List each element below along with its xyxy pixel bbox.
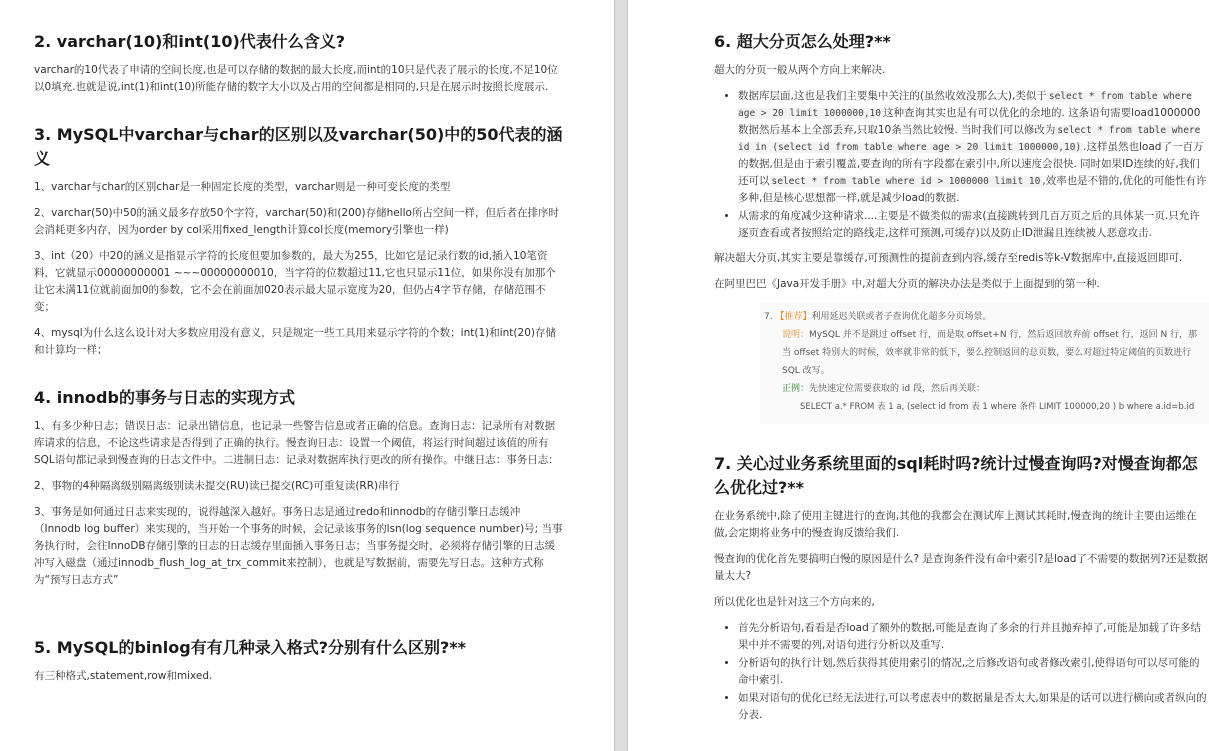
section-3-paragraph-3: 3、int（20）中20的涵义是指显示字符的长度但要加参数的，最大为255，比如它是记录行数的id,插入10笔资料，它就显示00000000001 ~~~00000000010，当字符的位数超过11,它也只显示11位，如果你没有加那个让它未满11位就前面加0的参数，它不会在前面加020表示最大显示宽度为20，但仍占4字节存储，存储范围不变； bbox=[34, 250, 556, 313]
section-3-heading: 3. MySQL中varchar与char的区别以及varchar(50)中的50代表的涵义 bbox=[34, 125, 563, 168]
section-2-paragraph: varchar的10代表了申请的空间长度,也是可以存储的数据的最大长度,而int的10只是代表了展示的长度,不足10位以0填充.也就是说,int(1)和int(10)所能存储的数字大小以及占用的空间都是相同的,只是在展示时按照长度展示. bbox=[34, 64, 558, 93]
recommend-tag: 【推荐】 bbox=[775, 312, 812, 322]
document-page-right bbox=[628, 0, 1209, 751]
section-6-intro: 超大的分页一般从两个方向上来解决. bbox=[714, 64, 886, 76]
section-4-heading: 4. innodb的事务与日志的实现方式 bbox=[34, 388, 295, 407]
section-7-heading: 7. 关心过业务系统里面的sql耗时吗?统计过慢查询吗?对慢查询都怎么优化过?** bbox=[714, 454, 1198, 497]
list-item: • 首先分析语句,看看是否load了额外的数据,可能是查询了多余的行并且抛弃掉了,可能是加载了许多结果中并不需要的列,对语句进行分析以及重写. bbox=[738, 620, 1209, 654]
inline-code: select * from table where id in (select id from table where age > 20 limit 1000000,10) bbox=[738, 125, 1201, 153]
section-6-paragraph-2: 解决超大分页,其实主要是靠缓存,可预测性的提前查到内容,缓存至redis等k-V数据库中,直接返回即可. bbox=[714, 252, 1183, 264]
list-item: • 分析语句的执行计划,然后获得其使用索引的情况,之后修改语句或者修改索引,使得语句可以尽可能的命中索引. bbox=[738, 655, 1209, 689]
list-item: • 如果对语句的优化已经无法进行,可以考虑表中的数据量是否太大,如果是的话可以进行横向或者纵向的分表. bbox=[738, 690, 1209, 724]
inline-code: select * from table where age > 20 limit 1000000,10 bbox=[738, 91, 1192, 119]
section-7-paragraph-2: 慢查询的优化首先要搞明白慢的原因是什么? 是查询条件没有命中索引?是load了不需要的数据列?还是数据量太大? bbox=[714, 553, 1208, 582]
section-6-heading: 6. 超大分页怎么处理?** bbox=[714, 32, 891, 51]
section-3-paragraph-1: 1、varchar与char的区别char是一种固定长度的类型，varchar则是一种可变长度的类型 bbox=[34, 181, 451, 193]
section-6-paragraph-3: 在阿里巴巴《Java开发手册》中,对超大分页的解决办法是类似于上面提到的第一种. bbox=[714, 278, 1100, 290]
inline-code: select * from table where id > 1000000 limit 10 bbox=[771, 176, 1041, 187]
section-7-paragraph-3: 所以优化也是针对这三个方向来的, bbox=[714, 596, 875, 608]
example-sql: SELECT a.* FROM 表 1 a, (select id from 表 1 where 条件 LIMIT 100000,20 ) b where a.id=b.id bbox=[800, 402, 1195, 412]
section-4-paragraph-3: 3、事务是如何通过日志来实现的，说得越深入越好。事务日志是通过redo和innodb的存储引擎日志缓冲（Innodb log buffer）来实现的，当开始一个事务的时候，会记录该事务的lsn(log sequence number)号; 当事务执行时，会往InnoDB存储引擎的日志的日志缓存里面插入事务日志；当事务提交时，必须将存储引擎的日志缓冲写入磁盘（通过innodb_flush_log_at_trx_commit来控制），也就是写数据前，需要先写日志。这种方式称为“预写日志方式” bbox=[34, 506, 563, 586]
section-7-list bbox=[738, 620, 1209, 724]
section-6-list bbox=[738, 88, 1209, 242]
section-2-heading: 2. varchar(10)和int(10)代表什么含义? bbox=[34, 32, 346, 51]
list-item: • 数据库层面,这也是我们主要集中关注的(虽然收效没那么大),类似于 select * from table where age > 20 limit 1000000,10 这种查询其实也是有可以优化的余地的. 这条语句需要load1000000数据然后基本上全部丢弃,只取10条当然比较慢. 当时我们可以修改为 select * from table where id in (select id from table where age > 20 limit 1000000,10) .这样虽然也load了一百万的数据,但是由于索引覆盖,要查询的所有字段都在索引中,所以速度会很快. 同时如果ID连续的好,我们还可以 select * from table where id > 1000000 limit 10 ,效率也是不错的,优化的可能性有许多种,但是核心思想都一样,就是减少load的数据. bbox=[738, 88, 1209, 207]
section-4-paragraph-1: 1、有多少种日志；错误日志：记录出错信息，也记录一些警告信息或者正确的信息。查询日志：记录所有对数据库请求的信息，不论这些请求是否得到了正确的执行。慢查询日志：设置一个阈值，将运行时间超过该值的所有SQL语句都记录到慢查询的日志文件中。二进制日志：记录对数据库执行更改的所有操作。中继日志：事务日志： bbox=[34, 420, 559, 466]
section-5-paragraph: 有三种格式,statement,row和mixed. bbox=[34, 670, 213, 682]
section-3-paragraph-4: 4、mysql为什么这么设计对大多数应用没有意义，只是规定一些工具用来显示字符的个数；int(1)和int(20)存储和计算均一样； bbox=[34, 327, 556, 356]
list-item: • 从需求的角度减少这种请求....主要是不做类似的需求(直接跳转到几百万页之后的具体某一页.只允许逐页查看或者按照给定的路线走,这样可预测,可缓存)以及防止ID泄漏且连续被人恶意攻击. bbox=[738, 208, 1209, 242]
page-divider bbox=[614, 0, 628, 751]
section-7-paragraph-1: 在业务系统中,除了使用主键进行的查询,其他的我都会在测试库上测试其耗时,慢查询的统计主要由运维在做,会定期将业务中的慢查询反馈给我们. bbox=[714, 510, 1197, 539]
section-4-paragraph-2: 2、事物的4种隔离级别隔离级别读未提交(RU)读已提交(RC)可重复读(RR)串行 bbox=[34, 480, 400, 492]
section-3-paragraph-2: 2、varchar(50)中50的涵义最多存放50个字符，varchar(50)和(200)存储hello所占空间一样，但后者在排序时会消耗更多内存，因为order by col采用fixed_length计算col长度(memory引擎也一样) bbox=[34, 207, 559, 236]
handbook-excerpt-image: 7. 【推荐】利用延迟关联或者子查询优化超多分页场景。 说明：MySQL 并不是跳过 offset 行，而是取 offset+N 行，然后返回放弃前 offset 行，返回 N 行，那当 offset 特别大的时候，效率就非常的低下，要么控制返回的总页数，要么对超过特定阈值的页数进行 SQL 改写。 正例：先快速定位需要获取的 id 段，然后再关联： SELECT a.* FROM 表 1 a, (select id from 表 1 where 条件 LIMIT 100000,20 ) b where a.id=b.id bbox=[760, 302, 1209, 424]
section-5-heading: 5. MySQL的binlog有有几种录入格式?分别有什么区别?** bbox=[34, 638, 467, 657]
